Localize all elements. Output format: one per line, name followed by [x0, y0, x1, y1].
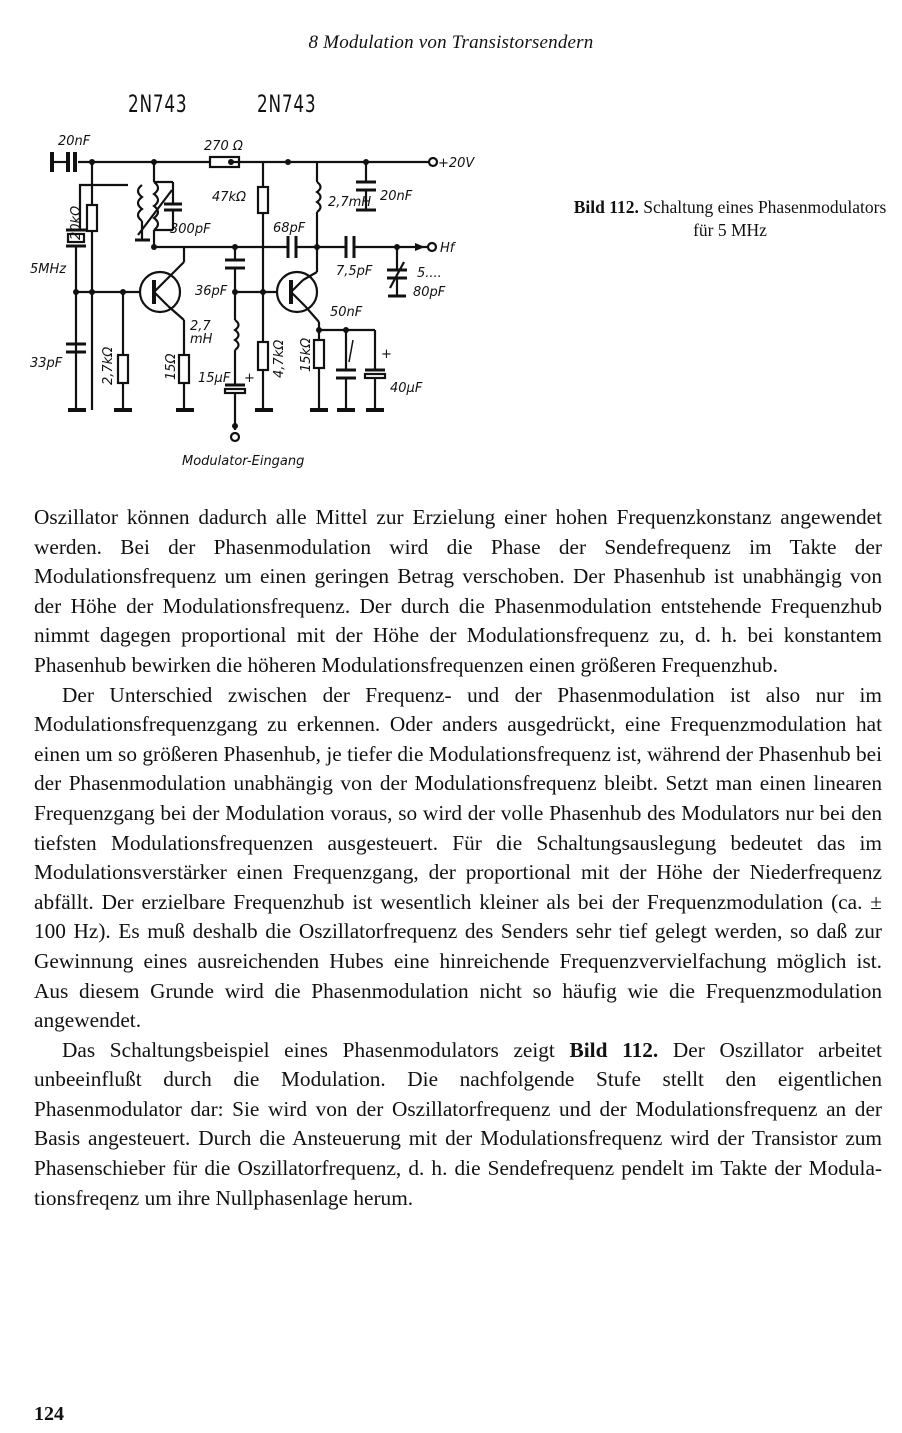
- label-l-lower-2: mH: [190, 332, 213, 347]
- transistor-1: [140, 247, 184, 320]
- hf-terminal: [428, 243, 436, 251]
- label-c-68p: 68pF: [273, 221, 306, 236]
- paragraph-2: Der Unterschied zwischen der Frequenz- und der Phasenmodulation ist also nur im Modulationsfrequenzgang zu erkennen. Oder anders ausgedrückt, eine Frequenzmodulation hat einen um so größeren Phasenhub, je tiefer die Modulationsfrequenz ist, während der Phasenhub bei der Phasenmodulation unabhängig von der Modulationsfrequenz bleibt. Setzt man einen linearen Frequenzgang bei der Modulation voraus, so wird der volle Phasenhub des Modulators nur bei den tiefsten Modulationsfrequenzen ausgesteuert. Für die Schaltungsauslegung bedeutet das im Modulationsverstärker einen Frequenzgang, der proportional mit der Höhe der Niederfrequenz abfällt. Der erzielbare Frequenzhub ist wesentlich kleiner als bei der Frequenzmodulation (ca. ± 100 Hz). Es muß deshalb die Oszillatorfrequenz des Senders sehr tief gelegt werden, so daß zur Gewinnung eines ausreichenden Hubes eine hinreichende Frequenzvervielfachung möglich ist. Aus diesem Grunde wird die Phasenmodulation nicht so häufig wie die Frequenzmodulation angewendet.: [34, 682, 882, 1033]
- paragraph-3-start: Das Schaltungsbeispiel eines Phasenmodulators zeigt: [62, 1037, 570, 1062]
- figure-caption: [570, 196, 890, 242]
- resistor-15k: [314, 340, 324, 368]
- page-number: 124: [34, 1403, 64, 1425]
- label-c-input: 20nF: [58, 134, 91, 149]
- body-text: [34, 503, 882, 1213]
- label-c-33p: 33pF: [30, 356, 63, 371]
- caption-text: Schaltung eines Phasenmodulators für 5 MHz: [638, 197, 887, 240]
- transistor-2: [277, 272, 319, 322]
- inductor-2-7mh-lower: [235, 320, 239, 350]
- input-capacitor: [52, 152, 75, 172]
- inductor-2-7mh: [317, 182, 321, 212]
- label-c-supply: 20nF: [380, 189, 413, 204]
- resistor-20k: [87, 205, 97, 231]
- paragraph-1: Oszillator können dadurch alle Mittel zur Erzielung einer hohen Frequenzkonstanz angewendet werden. Bei der Phasenmodulation wird die Phase der Sendefrequenz im Takte der Modulationsfrequenz um einen geringen Betrag verschoben. Der Phasenhub ist unabhängig von der Höhe der Modulationsfrequenz. Der durch die Phasenmodulation entstehende Frequenzhub nimmt dagegen proportional mit der Höhe der Modulationsfrequenz zu, d. h. bei konstantem Phasenhub bewirken die höheren Modulationsfrequenzen einen größeren Frequenzhub.: [34, 505, 882, 677]
- label-c-36p: 36pF: [195, 284, 228, 299]
- caption-figure-number: Bild 112.: [573, 197, 639, 217]
- label-c-15u: 15µF: [198, 371, 231, 386]
- figure-reference: Bild 112.: [569, 1037, 659, 1062]
- label-c-75p: 7,5pF: [336, 264, 373, 279]
- label-c-300p: 300pF: [170, 222, 211, 237]
- circuit-schematic: [30, 130, 475, 475]
- transistor-label-1: 2N743: [128, 90, 188, 118]
- label-l-lower-1: 2,7: [190, 319, 211, 334]
- modulator-input-terminal: [231, 433, 239, 441]
- resistor-4-7k: [258, 342, 268, 370]
- label-r-270: 270 Ω: [204, 139, 243, 154]
- hf-arrow-icon: [415, 243, 425, 251]
- paragraph-3: [34, 1036, 882, 1214]
- label-mod-input: Modulator-Eingang: [182, 454, 305, 469]
- paragraph-3-end: Der Oszillator arbeitet unbeeinflußt durch die Modulation. Die nachfolgende Stufe stellt den eigentlichen Phasenmodulator dar: Sie wird von der Oszillatorfrequenz und der Modulationsfrequenz an der Basis angesteuert. Durch die Ansteuerung mit der Modulationsfrequenz wird der Transistor zum Phasenschieber für die Oszillatorfrequenz, d. h. die Sendefrequenz pendelt im Takte der Modulationsfreqenz um ihre Nullphasenlage herum.: [34, 1037, 882, 1210]
- running-head: 8 Modulation von Transistorsendern: [308, 32, 594, 53]
- label-supply: +20V: [438, 156, 475, 171]
- label-c-40u-plus: +: [381, 347, 392, 362]
- label-l-27mh: 2,7mH: [328, 195, 372, 210]
- resistor-2-7k: [118, 355, 128, 383]
- label-c-40u: 40µF: [390, 381, 423, 396]
- tank-inductor: [154, 182, 158, 230]
- label-crystal: 5MHz: [30, 262, 67, 277]
- transistor-label-2: 2N743: [257, 90, 317, 118]
- label-c-15u-plus: +: [244, 371, 255, 386]
- label-c-trim: 5....: [417, 266, 442, 281]
- label-c-trim2: 80pF: [413, 285, 446, 300]
- supply-terminal: [429, 158, 437, 166]
- label-r-4-7k: 4,7kΩ: [272, 339, 287, 378]
- label-c-50n: 50nF: [330, 305, 363, 320]
- label-r-47k: 47kΩ: [212, 190, 247, 205]
- label-r-15k: 15kΩ: [299, 337, 314, 372]
- crystal-5mhz: [66, 230, 86, 410]
- resistor-47k: [258, 187, 268, 213]
- label-hf: Hf: [440, 241, 455, 256]
- label-r-20k: 20kΩ: [69, 205, 84, 240]
- resistor-15: [179, 355, 189, 383]
- label-r-15: 15Ω: [164, 353, 179, 380]
- label-r-2-7k: 2,7kΩ: [101, 346, 116, 385]
